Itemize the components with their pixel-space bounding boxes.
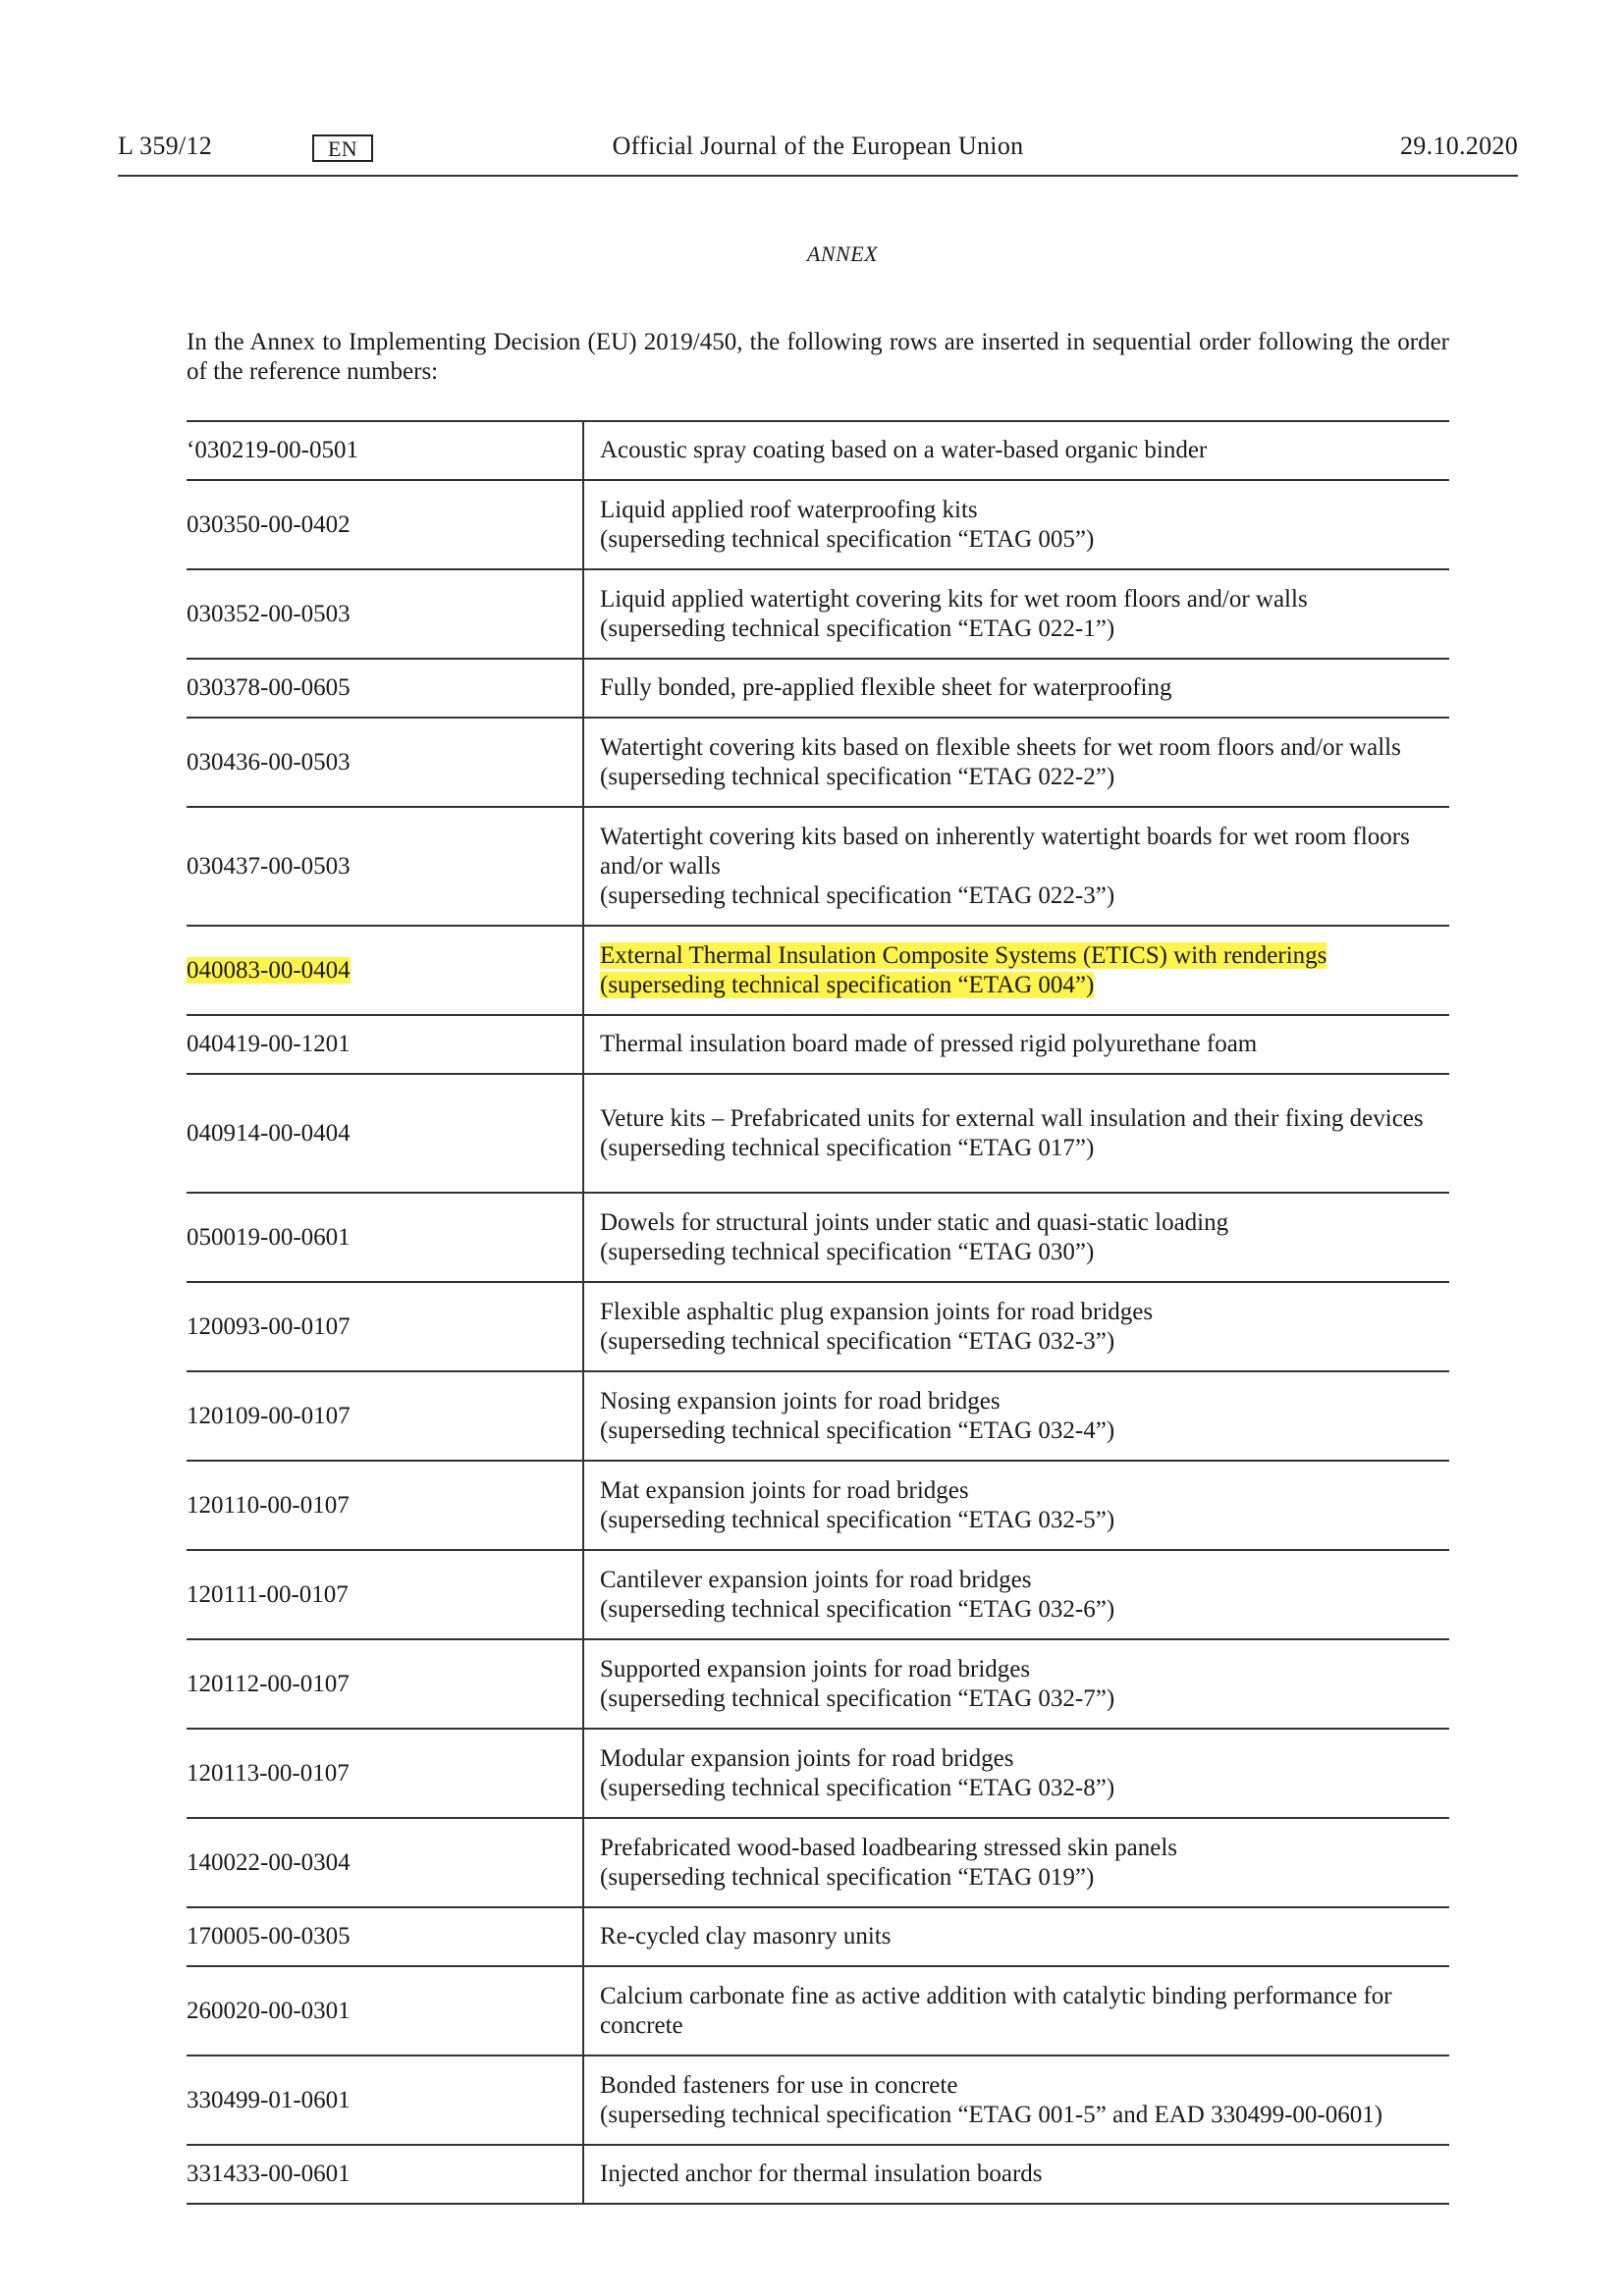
description-line: Flexible asphaltic plug expansion joints for road bridges [600,1298,1154,1325]
document-description [583,480,1449,569]
table-row [187,2056,1449,2145]
table-row [187,1371,1449,1461]
description-line: Bonded fasteners for use in concrete [600,2071,958,2099]
description-line: Modular expansion joints for road bridges [600,1744,1014,1772]
document-description [583,926,1449,1015]
document-description [583,1461,1449,1550]
document-description [583,1282,1449,1371]
table-row [187,1550,1449,1639]
reference-number-text: 120111-00-0107 [187,1580,349,1608]
reference-number [187,569,583,659]
reference-number-text: 120110-00-0107 [187,1491,350,1519]
table-row [187,1193,1449,1282]
reference-number-text: 331433-00-0601 [187,2161,351,2187]
document-description [583,1966,1449,2056]
journal-header [118,132,1518,177]
document-description [583,1907,1449,1966]
description-line [600,971,1449,1000]
description-line: Fully bonded, pre-applied flexible sheet for waterproofing [600,674,1172,701]
document-description [583,1818,1449,1907]
table-row [187,1729,1449,1818]
document-description [583,1729,1449,1818]
description-line: (superseding technical specification “ETAG 019”) [600,1863,1095,1891]
table-row [187,807,1449,926]
description-line: Thermal insulation board made of pressed rigid polyurethane foam [600,1031,1258,1057]
description-line: (superseding technical specification “ETAG 022-2”) [600,763,1115,790]
document-description [583,1193,1449,1282]
language-badge: EN [312,134,373,162]
table-row [187,659,1449,718]
reference-number-text: 040419-00-1201 [187,1031,351,1057]
table-row [187,2145,1449,2204]
table-row [187,421,1449,480]
table-row [187,1461,1449,1550]
description-line: (superseding technical specification “ETAG 017”) [600,1134,1095,1161]
reference-number-text: 260020-00-0301 [187,1997,351,2024]
reference-number-text: 030437-00-0503 [187,852,351,880]
reference-number [187,1818,583,1907]
reference-number [187,1966,583,2056]
highlighted-text: External Thermal Insulation Composite Systems (ETICS) with renderings [600,941,1327,969]
journal-title: Official Journal of the European Union [612,132,1024,160]
document-description [583,1371,1449,1461]
description-line: (superseding technical specification “ETAG 032-8”) [600,1774,1115,1801]
reference-number-text: 120093-00-0107 [187,1312,351,1340]
reference-number-text: 030436-00-0503 [187,748,351,775]
reference-number-text: 140022-00-0304 [187,1848,351,1876]
description-line: Mat expansion joints for road bridges [600,1476,969,1504]
reference-number [187,421,583,480]
document-description [583,421,1449,480]
reference-number [187,2056,583,2145]
description-line: Watertight covering kits based on flexible sheets for wet room floors and/or walls [600,733,1401,761]
reference-number [187,1907,583,1966]
reference-number [187,718,583,807]
document-description [583,1074,1449,1193]
document-description [583,2056,1449,2145]
reference-number-text: 040083-00-0404 [187,956,351,984]
reference-number-text: 050019-00-0601 [187,1223,351,1251]
reference-number-text: 030378-00-0605 [187,674,351,701]
table-row [187,1015,1449,1074]
reference-number [187,1461,583,1550]
reference-number [187,659,583,718]
publication-date: 29.10.2020 [1400,132,1518,160]
description-line: Injected anchor for thermal insulation boards [600,2161,1043,2187]
reference-number [187,1729,583,1818]
description-line: (superseding technical specification “ETAG 032-6”) [600,1595,1115,1623]
journal-reference: L 359/12 [118,132,213,160]
document-description [583,659,1449,718]
description-line: Prefabricated wood-based loadbearing stressed skin panels [600,1834,1178,1861]
reference-number-text: ‘030219-00-0501 [187,437,358,463]
reference-number-text: 120113-00-0107 [187,1759,350,1787]
description-line: Watertight covering kits based on inherently watertight boards for wet room floors and/or walls [600,823,1410,880]
reference-number [187,1371,583,1461]
description-line: (superseding technical specification “ETAG 032-3”) [600,1327,1115,1355]
reference-number-text: 030350-00-0402 [187,510,351,538]
intro-paragraph: In the Annex to Implementing Decision (EU) 2019/450, the following rows are inserted in sequential order following the order of the reference numbers: [187,329,1449,385]
table-row [187,926,1449,1015]
description-line: (superseding technical specification “ETAG 001-5” and EAD 330499-00-0601) [600,2101,1383,2128]
description-line: Acoustic spray coating based on a water-based organic binder [600,437,1208,463]
document-description [583,718,1449,807]
document-description [583,1639,1449,1729]
table-row [187,1966,1449,2056]
reference-number [187,1193,583,1282]
description-line: (superseding technical specification “ETAG 030”) [600,1238,1095,1265]
description-line: (superseding technical specification “ETAG 032-4”) [600,1416,1115,1444]
reference-number-text: 040914-00-0404 [187,1119,351,1147]
reference-number [187,480,583,569]
description-line: Calcium carbonate fine as active addition with catalytic binding performance for concrete [600,1982,1392,2039]
description-line: Veture kits – Prefabricated units for external wall insulation and their fixing devices [600,1104,1424,1132]
description-line: (superseding technical specification “ETAG 022-1”) [600,614,1115,642]
annex-table-body [187,421,1449,2204]
reference-number-text: 330499-01-0601 [187,2086,351,2113]
table-row [187,1907,1449,1966]
description-line: Supported expansion joints for road bridges [600,1655,1031,1682]
description-line: (superseding technical specification “ETAG 005”) [600,525,1095,553]
reference-number [187,1550,583,1639]
table-row [187,1639,1449,1729]
description-line: (superseding technical specification “ETAG 032-5”) [600,1506,1115,1533]
table-row [187,718,1449,807]
reference-number [187,1015,583,1074]
table-row [187,569,1449,659]
reference-number [187,1639,583,1729]
reference-number [187,1282,583,1371]
reference-number-text: 030352-00-0503 [187,600,351,627]
document-description [583,1550,1449,1639]
description-line: Re-cycled clay masonry units [600,1923,892,1949]
annex-title: ANNEX [806,241,879,266]
description-line [600,941,1449,971]
description-line: Dowels for structural joints under static and quasi-static loading [600,1208,1229,1236]
table-row [187,1282,1449,1371]
table-row [187,1818,1449,1907]
document-description [583,569,1449,659]
reference-number [187,807,583,926]
document-description [583,807,1449,926]
description-line: Cantilever expansion joints for road bridges [600,1566,1032,1593]
document-description [583,1015,1449,1074]
table-row [187,480,1449,569]
description-line: (superseding technical specification “ETAG 022-3”) [600,881,1115,909]
description-line: Nosing expansion joints for road bridges [600,1387,1001,1415]
highlighted-text: (superseding technical specification “ETAG 004”) [600,971,1095,998]
reference-number-text: 120112-00-0107 [187,1670,350,1697]
annex-table [187,420,1449,2205]
reference-number [187,2145,583,2204]
document-description [583,2145,1449,2204]
table-row [187,1074,1449,1193]
description-line: Liquid applied roof waterproofing kits [600,496,978,523]
reference-number-text: 120109-00-0107 [187,1402,351,1429]
reference-number [187,926,583,1015]
description-line: (superseding technical specification “ETAG 032-7”) [600,1684,1115,1712]
reference-number [187,1074,583,1193]
reference-number-text: 170005-00-0305 [187,1923,351,1949]
description-line: Liquid applied watertight covering kits for wet room floors and/or walls [600,585,1308,613]
